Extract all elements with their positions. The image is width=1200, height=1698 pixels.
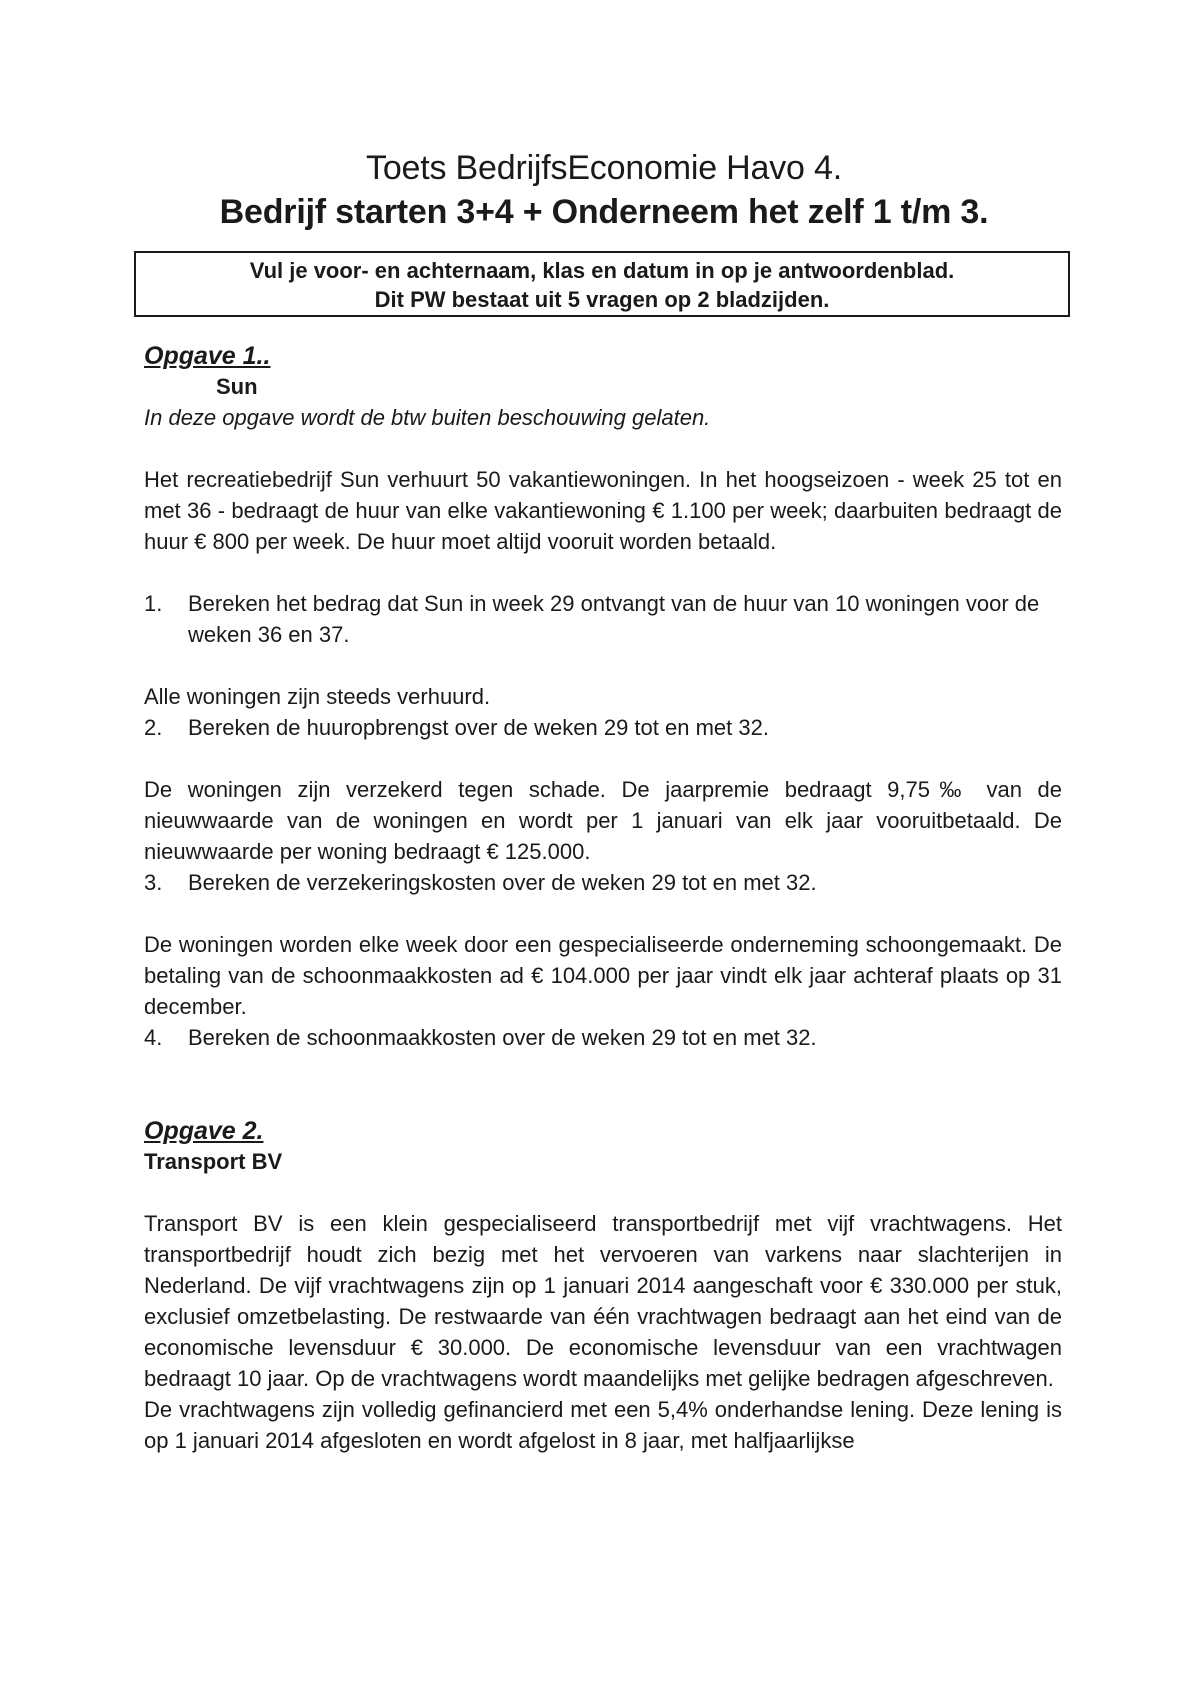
question-1 bbox=[144, 588, 1062, 650]
question-2-text: Bereken de huuropbrengst over de weken 29 tot en met 32. bbox=[188, 715, 769, 740]
opgave-1-paragraph-2: Alle woningen zijn steeds verhuurd. bbox=[144, 684, 491, 709]
question-1-number: 1. bbox=[144, 591, 163, 616]
question-3 bbox=[144, 867, 1062, 898]
instruction-line-1: Vul je voor- en achternaam, klas en datum in op je antwoordenblad. bbox=[249, 258, 955, 283]
question-4 bbox=[144, 1022, 1062, 1053]
opgave-1-paragraph-4: De woningen worden elke week door een gespecialiseerde onderneming schoongemaakt. De betaling van de schoonmaakkosten ad € 104.000 per jaar vindt elk jaar achteraf plaats op 31 december. bbox=[144, 932, 1062, 1019]
question-2-number: 2. bbox=[144, 715, 163, 740]
opgave-2-paragraph-1: Transport BV is een klein gespecialiseerd transportbedrijf met vijf vrachtwagens. Het transportbedrijf houdt zich bezig met het vervoeren van varkens naar slachterijen in Nederland. De vijf vrachtwagens zijn op 1 januari 2014 aangeschaft voor € 330.000 per stuk, exclusief omzetbelasting. De restwaarde van één vrachtwagen bedraagt aan het eind van de economische levensduur € 30.000. De economische levensduur van een vrachtwagen bedraagt 10 jaar. Op de vrachtwagens wordt maandelijks met gelijke bedragen afgeschreven. bbox=[144, 1211, 1062, 1391]
opgave-2-heading: Opgave 2. bbox=[144, 1117, 264, 1145]
question-3-text: Bereken de verzekeringskosten over de weken 29 tot en met 32. bbox=[188, 870, 817, 895]
title-line-2: Bedrijf starten 3+4 + Onderneem het zelf 1 t/m 3. bbox=[219, 193, 989, 231]
question-4-text: Bereken de schoonmaakkosten over de weken 29 tot en met 32. bbox=[188, 1025, 817, 1050]
question-3-number: 3. bbox=[144, 870, 163, 895]
opgave-1-subtitle: Sun bbox=[216, 374, 258, 399]
question-1-text: Bereken het bedrag dat Sun in week 29 ontvangt van de huur van 10 woningen voor de weken 36 en 37. bbox=[188, 591, 1040, 647]
title-line-1: Toets BedrijfsEconomie Havo 4. bbox=[366, 149, 842, 187]
document-body bbox=[144, 340, 1062, 1456]
instruction-box bbox=[134, 251, 1070, 317]
opgave-2-paragraph-2: De vrachtwagens zijn volledig gefinancierd met een 5,4% onderhandse lening. Deze lening is op 1 januari 2014 afgesloten en wordt afgelost in 8 jaar, met halfjaarlijkse bbox=[144, 1397, 1062, 1453]
opgave-1-paragraph-3: De woningen zijn verzekerd tegen schade. De jaarpremie bedraagt 9,75‰ van de nieuwwaarde van de woningen en wordt per 1 januari van elk jaar vooruitbetaald. De nieuwwaarde per woning bedraagt € 125.000. bbox=[144, 777, 1062, 864]
document-title bbox=[144, 146, 1064, 234]
opgave-1-intro: In deze opgave wordt de btw buiten beschouwing gelaten. bbox=[144, 405, 711, 430]
instruction-line-2: Dit PW bestaat uit 5 vragen op 2 bladzijden. bbox=[374, 287, 830, 312]
opgave-1-heading: Opgave 1.. bbox=[144, 342, 271, 370]
question-4-number: 4. bbox=[144, 1025, 163, 1050]
opgave-1-paragraph-1: Het recreatiebedrijf Sun verhuurt 50 vakantiewoningen. In het hoogseizoen - week 25 tot en met 36 - bedraagt de huur van elke vakantiewoning € 1.100 per week; daarbuiten bedraagt de huur € 800 per week. De huur moet altijd vooruit worden betaald. bbox=[144, 467, 1062, 554]
question-2 bbox=[144, 712, 1062, 743]
opgave-2-subtitle: Transport BV bbox=[144, 1149, 283, 1174]
